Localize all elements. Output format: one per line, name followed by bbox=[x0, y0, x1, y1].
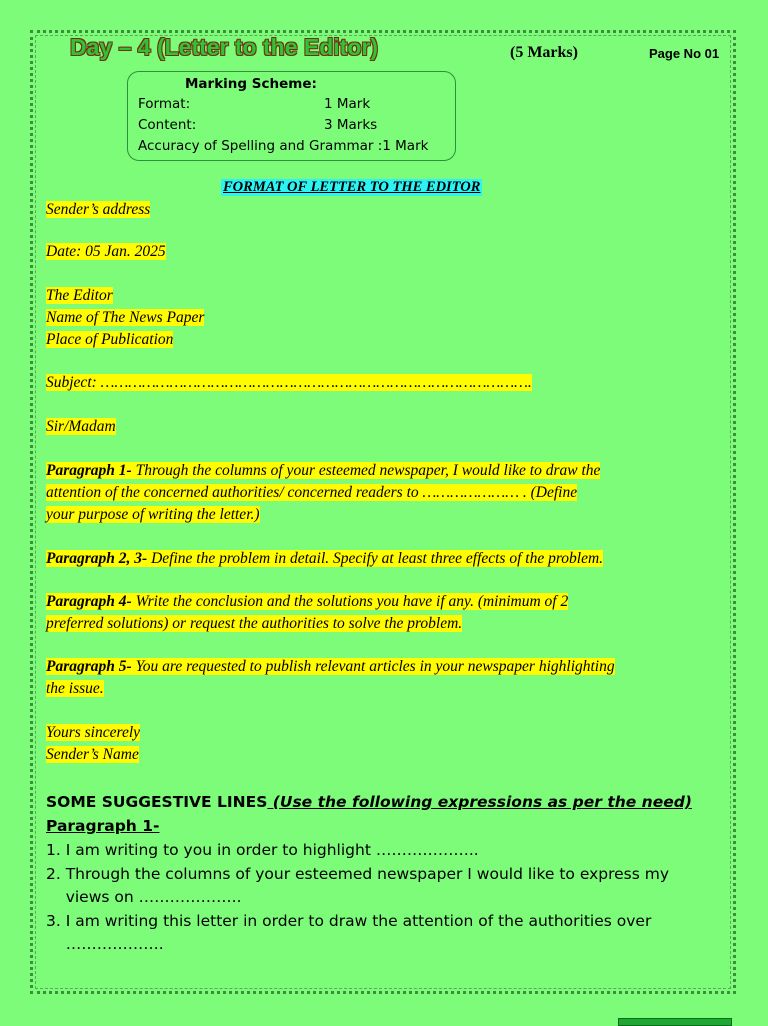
format-title: FORMAT OF LETTER TO THE EDITOR bbox=[223, 179, 481, 195]
sender-address: Sender’s address bbox=[46, 201, 151, 218]
suggestive-line: 3. I am writing this letter in order to draw the attention of the authorities over bbox=[46, 912, 652, 930]
suggestive-line: 1. I am writing to you in order to highlight ……………….. bbox=[46, 841, 479, 859]
salutation: Sir/Madam bbox=[46, 418, 116, 435]
paragraph-1: Paragraph 1- Through the columns of your esteemed newspaper, I would like to draw the bbox=[46, 462, 601, 479]
suggestive-heading: SOME SUGGESTIVE LINES (Use the following expressions as per the need) bbox=[46, 793, 692, 811]
next-page-button[interactable] bbox=[618, 1018, 732, 1026]
scheme-row-label: Format: bbox=[138, 96, 191, 112]
subject-line: Subject: …………………………………………………………………………………. bbox=[46, 374, 532, 391]
suggestive-paragraph-1-label: Paragraph 1- bbox=[46, 817, 160, 835]
scheme-row-label: Accuracy of Spelling and Grammar :1 Mark bbox=[138, 138, 429, 154]
marks-label: (5 Marks) bbox=[510, 44, 578, 61]
scheme-row-value: 1 Mark bbox=[324, 96, 371, 112]
suggestive-line: ………………. bbox=[46, 935, 164, 953]
marking-scheme-box bbox=[127, 71, 456, 161]
sender-name: Sender’s Name bbox=[46, 746, 139, 763]
scheme-row-label: Content: bbox=[138, 117, 197, 133]
page-number: Page No 01 bbox=[649, 46, 720, 61]
paragraph-5-line: the issue. bbox=[46, 680, 104, 697]
marking-scheme-heading: Marking Scheme: bbox=[185, 76, 317, 92]
paragraph-1-line: your purpose of writing the letter.) bbox=[46, 506, 260, 523]
letter-date: Date: 05 Jan. 2025 bbox=[46, 243, 166, 260]
paragraph-4: Paragraph 4- Write the conclusion and the solutions you have if any. (minimum of 2 bbox=[46, 593, 569, 610]
paragraph-2-3: Paragraph 2, 3- Define the problem in detail. Specify at least three effects of the problem. bbox=[46, 550, 604, 567]
suggestive-line: views on ……………….. bbox=[46, 888, 242, 906]
scheme-row-value: 3 Marks bbox=[324, 117, 378, 133]
closing: Yours sincerely bbox=[46, 724, 141, 741]
place-line: Place of Publication bbox=[46, 331, 174, 348]
suggestive-line: 2. Through the columns of your esteemed newspaper I would like to express my bbox=[46, 865, 670, 883]
paragraph-4-line: preferred solutions) or request the authorities to solve the problem. bbox=[46, 615, 463, 632]
editor-line: The Editor bbox=[46, 287, 113, 304]
paragraph-1-line: attention of the concerned authorities/ concerned readers to ………………… . (Define bbox=[46, 484, 578, 501]
paragraph-5: Paragraph 5- You are requested to publish relevant articles in your newspaper highlighting bbox=[46, 658, 615, 675]
page-title: Day – 4 (Letter to the Editor) bbox=[70, 34, 378, 60]
newspaper-line: Name of The News Paper bbox=[46, 309, 205, 326]
